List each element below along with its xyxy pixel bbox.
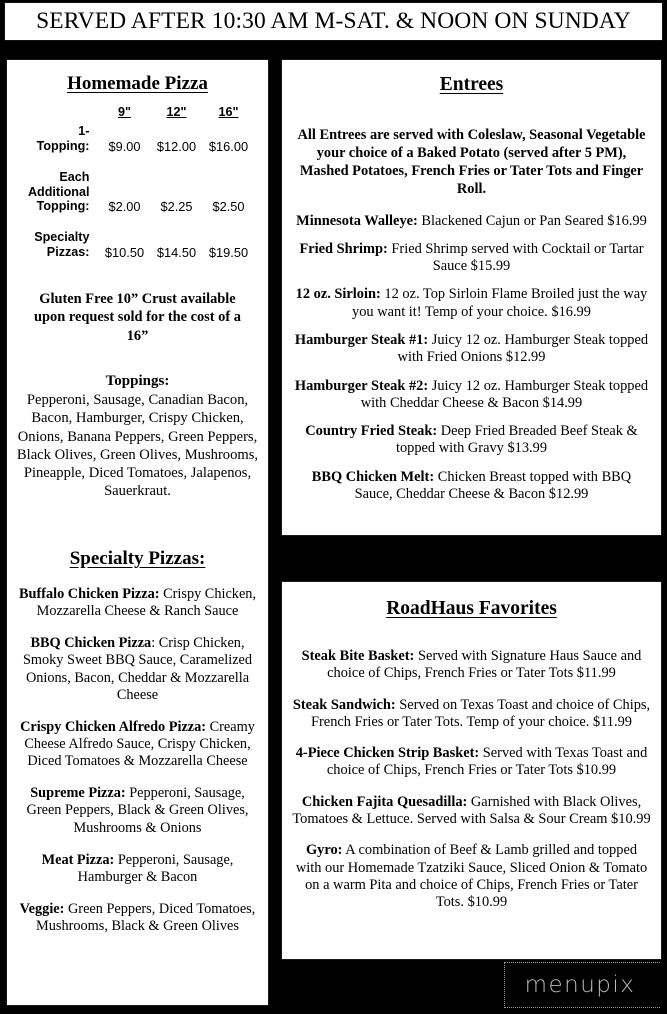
list-item	[292, 697, 651, 732]
item-name: BBQ Chicken Melt:	[311, 468, 435, 485]
list-item	[17, 586, 258, 620]
item-name: Chicken Fajita Quesadilla:	[301, 793, 468, 810]
item-description: Blackened Cajun or Pan Seared $16.99	[417, 212, 647, 229]
item-description: 12 oz. Top Sirloin Flame Broiled just the way you want it! Temp of your choice. $16.99	[352, 286, 648, 320]
list-item	[17, 852, 258, 886]
item-description: Juicy 12 oz. Hamburger Steak topped with Fried Onions $12.99	[397, 331, 649, 366]
price-one-topping-16: $16.00	[208, 138, 249, 154]
item-description: Served with Texas Toast and choice of Chips, French Fries or Tater Tots $10.99	[326, 745, 648, 779]
price-each-additional-12: $2.25	[160, 199, 193, 215]
item-name: Steak Bite Basket:	[301, 648, 415, 664]
list-item	[17, 785, 258, 836]
list-item	[292, 241, 651, 276]
entrees-list	[282, 213, 661, 504]
item-name: Minnesota Walleye:	[296, 212, 418, 229]
price-each-additional-9: $2.00	[108, 199, 141, 215]
pizza-price-table	[21, 105, 255, 260]
list-item	[292, 469, 651, 504]
row-label-one-topping	[21, 124, 99, 154]
header-title: SERVED AFTER 10:30 AM M-SAT. & NOON ON SUNDAY	[36, 8, 631, 34]
price-row-each-additional	[21, 170, 255, 215]
list-item	[17, 901, 258, 935]
list-item	[17, 719, 258, 770]
header-banner	[4, 2, 663, 41]
item-description: A combination of Beef & Lamb grilled and topped with our Homemade Tzatziki Sauce, Sliced Onion & Tomato on a warm Pita and choice of Chips, French Fries or Tater Tots. $10.99	[295, 842, 648, 911]
item-name: Steak Sandwich:	[292, 696, 396, 713]
row-label-each-additional	[21, 170, 99, 215]
item-name: Buffalo Chicken Pizza:	[18, 585, 160, 602]
specialty-pizzas-list	[7, 586, 268, 936]
row-label-line: Specialty	[34, 230, 90, 245]
gluten-free-note: Gluten Free 10” Crust available upon request sold for the cost of a 16”	[34, 291, 241, 344]
price-table-spacer	[21, 154, 255, 170]
size-header-9: 9"	[118, 105, 131, 119]
item-name: Veggie:	[19, 901, 65, 918]
entrees-heading: Entrees	[439, 74, 504, 95]
item-description: : Crisp Chicken, Smoky Sweet BBQ Sauce, Caramelized Onions, Bacon, Cheddar & Mozzarella Cheese	[22, 635, 253, 703]
item-name: BBQ Chicken Pizza	[30, 635, 152, 652]
row-label-specialty	[21, 230, 99, 260]
panel-entrees	[281, 59, 662, 536]
panel-pizza	[6, 59, 269, 1006]
favorites-heading: RoadHaus Favorites	[386, 598, 557, 619]
price-table-corner	[21, 105, 99, 124]
item-name: Crispy Chicken Alfredo Pizza:	[20, 718, 207, 735]
item-name: Country Fried Steak:	[305, 423, 438, 440]
price-one-topping-9: $9.00	[108, 138, 141, 154]
item-name: 4-Piece Chicken Strip Basket:	[295, 745, 480, 762]
item-name: Meat Pizza:	[41, 851, 115, 868]
price-table-spacer	[21, 214, 255, 230]
row-label-line: Each	[59, 169, 90, 184]
watermark	[500, 963, 660, 1007]
item-name: 12 oz. Sirloin:	[295, 286, 381, 303]
item-description: Pepperoni, Sausage, Hamburger & Bacon	[77, 851, 234, 885]
item-name: Fried Shrimp:	[299, 240, 388, 257]
panel-roadhaus-favorites	[281, 581, 662, 960]
item-description: Creamy Cheese Alfredo Sauce, Crispy Chicken, Diced Tomatoes & Mozzarella Cheese	[24, 718, 255, 770]
watermark-text: menupix	[524, 972, 636, 998]
list-item	[292, 842, 651, 911]
item-description: Green Peppers, Diced Tomatoes, Mushrooms, Black & Green Olives	[36, 901, 256, 935]
favorites-list	[282, 648, 661, 911]
row-label-line: 1-	[78, 124, 90, 138]
item-description: Juicy 12 oz. Hamburger Steak topped with Cheddar Cheese & Bacon $14.99	[360, 377, 649, 411]
price-specialty-9: $10.50	[104, 245, 145, 261]
specialty-pizzas-heading: Specialty Pizzas:	[69, 547, 206, 569]
item-description: Garnished with Black Olives, Tomatoes & Lettuce. Served with Salsa & Sour Cream $10.99	[292, 793, 651, 827]
item-name: Gyro:	[305, 842, 343, 859]
item-description: Pepperoni, Sausage, Green Peppers, Black & Green Olives, Mushrooms & Onions	[26, 785, 249, 836]
price-row-specialty	[21, 230, 255, 260]
item-description: Served on Texas Toast and choice of Chips, French Fries or Tater Tots. Temp of your choice. $11.99	[311, 696, 651, 730]
size-header-16: 16"	[218, 105, 239, 119]
price-one-topping-12: $12.00	[156, 138, 197, 154]
row-label-line: Topping:	[36, 138, 90, 153]
item-name: Hamburger Steak #1:	[294, 331, 429, 348]
item-name: Supreme Pizza:	[30, 785, 126, 802]
price-each-additional-16: $2.50	[212, 199, 245, 215]
item-description: Served with Signature Haus Sauce and choice of Chips, French Fries or Tater Tots $11.99	[327, 648, 642, 682]
list-item	[292, 648, 651, 683]
item-description: Fried Shrimp served with Cocktail or Tartar Sauce $15.99	[387, 240, 644, 275]
list-item	[292, 794, 651, 829]
list-item	[292, 332, 651, 367]
row-label-line: Additional	[27, 184, 90, 199]
homemade-pizza-heading: Homemade Pizza	[67, 73, 208, 94]
list-item	[292, 745, 651, 780]
entrees-intro-text: All Entrees are served with Coleslaw, Seasonal Vegetable your choice of a Baked Potato (served after 5 PM), Mashed Potatoes, French Fries or Tater Tots and Finger Roll.	[297, 127, 646, 198]
item-description: Crispy Chicken, Mozzarella Cheese & Ranch Sauce	[36, 585, 257, 620]
toppings-heading: Toppings:	[105, 373, 170, 390]
item-description: Deep Fried Breaded Beef Steak & topped with Gravy $13.99	[395, 423, 638, 457]
list-item	[292, 378, 651, 413]
price-table-header-row	[21, 105, 255, 124]
row-label-line: Topping:	[36, 199, 90, 214]
list-item	[292, 423, 651, 458]
toppings-list: Pepperoni, Sausage, Canadian Bacon, Bacon, Hamburger, Crispy Chicken, Onions, Banana Peppers, Green Peppers, Black Olives, Green Olives, Mushrooms, Pineapple, Diced Tomatoes, Jalapenos, Sauerkraut.	[16, 392, 259, 499]
row-label-line: Pizzas:	[46, 245, 90, 260]
size-header-12: 12"	[166, 105, 187, 119]
list-item	[292, 213, 651, 230]
price-specialty-12: $14.50	[156, 245, 197, 261]
price-specialty-16: $19.50	[208, 245, 249, 261]
price-row-one-topping	[21, 124, 255, 154]
item-name: Hamburger Steak #2:	[294, 377, 429, 394]
list-item	[292, 286, 651, 321]
list-item	[17, 635, 258, 704]
item-description: Chicken Breast topped with BBQ Sauce, Cheddar Cheese & Bacon $12.99	[354, 468, 632, 502]
